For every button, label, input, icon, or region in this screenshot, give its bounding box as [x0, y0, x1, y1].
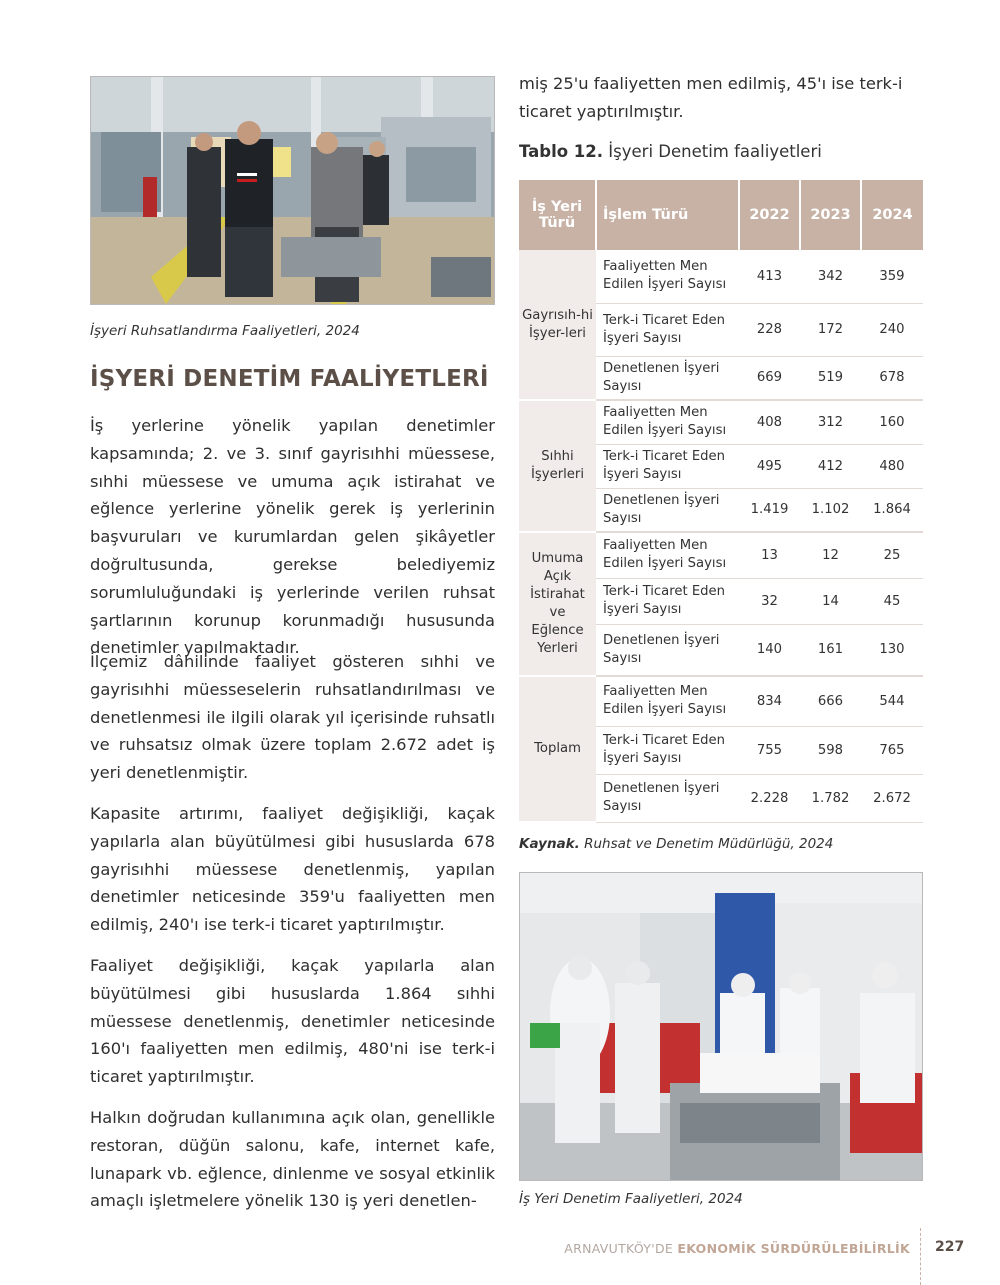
inspection-photo-factory — [90, 76, 495, 305]
paragraph-2: İlçemiz dâhilinde faaliyet gösteren sıhhi ve gayrisıhhi müesseselerin ruhsatlandırılması ve denetlenmesi ile ilgili olarak yıl içerisinde ruhsatlı ve ruhsatsız olmak üzere toplam 2.672 adet iş yeri denetlenmiştir. — [90, 652, 495, 783]
value-2022: 13 — [739, 532, 800, 578]
operation-cell: Terk-i Ticaret Eden İşyeri Sayısı — [596, 444, 739, 488]
value-2022: 669 — [739, 356, 800, 400]
value-2022: 2.228 — [739, 774, 800, 822]
value-2022: 413 — [739, 250, 800, 303]
value-2024: 480 — [861, 444, 923, 488]
photo2-caption: İş Yeri Denetim Faaliyetleri, 2024 — [519, 1191, 743, 1207]
value-2024: 160 — [861, 400, 923, 444]
value-2023: 312 — [800, 400, 861, 444]
operation-cell: Denetlenen İşyeri Sayısı — [596, 488, 739, 532]
footer-section-title — [564, 1241, 910, 1256]
operation-cell: Denetlenen İşyeri Sayısı — [596, 774, 739, 822]
value-2024: 1.864 — [861, 488, 923, 532]
value-2023: 666 — [800, 676, 861, 726]
value-2023: 342 — [800, 250, 861, 303]
value-2022: 1.419 — [739, 488, 800, 532]
paragraph-continuation: miş 25'u faaliyetten men edilmiş, 45'ı ise terk-i ticaret yaptırılmıştır. — [519, 74, 903, 121]
operation-cell: Faaliyetten Men Edilen İşyeri Sayısı — [596, 532, 739, 578]
value-2024: 678 — [861, 356, 923, 400]
value-2022: 228 — [739, 303, 800, 356]
operation-cell: Denetlenen İşyeri Sayısı — [596, 356, 739, 400]
operation-cell: Terk-i Ticaret Eden İşyeri Sayısı — [596, 578, 739, 624]
table-label: Tablo 12. — [519, 142, 604, 161]
photo1-caption: İşyeri Ruhsatlandırma Faaliyetleri, 2024 — [90, 323, 360, 339]
footer-prefix: ARNAVUTKÖY'DE — [564, 1241, 674, 1256]
value-2023: 519 — [800, 356, 861, 400]
inspection-table — [519, 180, 923, 823]
group-cell-toplam: Toplam — [519, 676, 596, 822]
value-2023: 598 — [800, 726, 861, 774]
value-2023: 412 — [800, 444, 861, 488]
value-2024: 130 — [861, 624, 923, 676]
table-title — [519, 142, 822, 161]
value-2024: 765 — [861, 726, 923, 774]
value-2023: 1.782 — [800, 774, 861, 822]
value-2024: 25 — [861, 532, 923, 578]
value-2022: 755 — [739, 726, 800, 774]
value-2023: 12 — [800, 532, 861, 578]
operation-cell: Terk-i Ticaret Eden İşyeri Sayısı — [596, 726, 739, 774]
value-2024: 2.672 — [861, 774, 923, 822]
paragraph-3: Kapasite artırımı, faaliyet değişikliği, kaçak yapılarla alan büyütülmesi gibi hususlarda 678 gayrisıhhi müessese denetlenmiş, yapılan denetimler neticesinde 359'u faaliyetten men edilmiş, 240'ı ise terk-i ticaret yaptırılmıştır. — [90, 804, 495, 935]
header-2024: 2024 — [861, 180, 923, 250]
group-cell-gayrisihhi: Gayrısıh-hi İşyer-leri — [519, 250, 596, 400]
value-2022: 834 — [739, 676, 800, 726]
group-cell-umuma-acik: Umuma Açık İstirahat ve Eğlence Yerleri — [519, 532, 596, 676]
header-business-type: İş Yeri Türü — [519, 180, 596, 250]
section-heading: İŞYERİ DENETİM FAALİYETLERİ — [90, 366, 489, 392]
source-text: Ruhsat ve Denetim Müdürlüğü, 2024 — [584, 836, 834, 852]
table-title-text: İşyeri Denetim faaliyetleri — [608, 142, 822, 161]
page-number: 227 — [935, 1239, 965, 1255]
paragraph-5: Halkın doğrudan kullanımına açık olan, genellikle restoran, düğün salonu, kafe, internet kafe, lunapark vb. eğlence, dinlenme ve sosyal etkinlik amaçlı işletmelere yönelik 130 iş yeri denetlen- — [90, 1108, 495, 1211]
value-2023: 161 — [800, 624, 861, 676]
value-2022: 408 — [739, 400, 800, 444]
paragraph-4: Faaliyet değişikliği, kaçak yapılarla alan büyütülmesi gibi hususlarda 1.864 sıhhi müessese denetlenmiş, denetimler neticesinde 160'ı faaliyetten men edilmiş, 480'ni ise terk-i ticaret yaptırılmıştır. — [90, 956, 495, 1087]
paragraph-1: İş yerlerine yönelik yapılan denetimler kapsamında; 2. ve 3. sınıf gayrisıhhi müessese, sıhhi müessese ve umuma açık istirahat ve eğlence yerlerine yönelik gerek iş yerlerinin başvuruları ve kurumlardan gelen şikâyetler doğrultusunda, gerekse belediyemiz sorumluluğundaki iş yerlerinde verilen ruhsat şartlarının korunup korunmadığı hususunda denetimler yapılmaktadır. — [90, 416, 495, 658]
table-row — [519, 400, 923, 444]
value-2023: 172 — [800, 303, 861, 356]
footer-divider — [920, 1228, 922, 1285]
value-2024: 544 — [861, 676, 923, 726]
footer-strong: EKONOMİK SÜRDÜRÜLEBİLİRLİK — [677, 1241, 910, 1256]
value-2022: 495 — [739, 444, 800, 488]
value-2024: 240 — [861, 303, 923, 356]
table-row — [519, 676, 923, 726]
table-source — [519, 836, 833, 852]
value-2023: 14 — [800, 578, 861, 624]
table-header-row — [519, 180, 923, 250]
operation-cell: Terk-i Ticaret Eden İşyeri Sayısı — [596, 303, 739, 356]
header-2022: 2022 — [739, 180, 800, 250]
value-2022: 140 — [739, 624, 800, 676]
value-2023: 1.102 — [800, 488, 861, 532]
value-2024: 359 — [861, 250, 923, 303]
operation-cell: Faaliyetten Men Edilen İşyeri Sayısı — [596, 400, 739, 444]
operation-cell: Faaliyetten Men Edilen İşyeri Sayısı — [596, 676, 739, 726]
header-operation-type: İşlem Türü — [596, 180, 739, 250]
value-2022: 32 — [739, 578, 800, 624]
header-2023: 2023 — [800, 180, 861, 250]
source-label: Kaynak. — [519, 836, 580, 852]
value-2024: 45 — [861, 578, 923, 624]
operation-cell: Faaliyetten Men Edilen İşyeri Sayısı — [596, 250, 739, 303]
table-row — [519, 532, 923, 578]
table-row — [519, 250, 923, 303]
inspection-photo-cleanroom — [519, 872, 923, 1181]
operation-cell: Denetlenen İşyeri Sayısı — [596, 624, 739, 676]
group-cell-sihhi: Sıhhi İşyerleri — [519, 400, 596, 532]
